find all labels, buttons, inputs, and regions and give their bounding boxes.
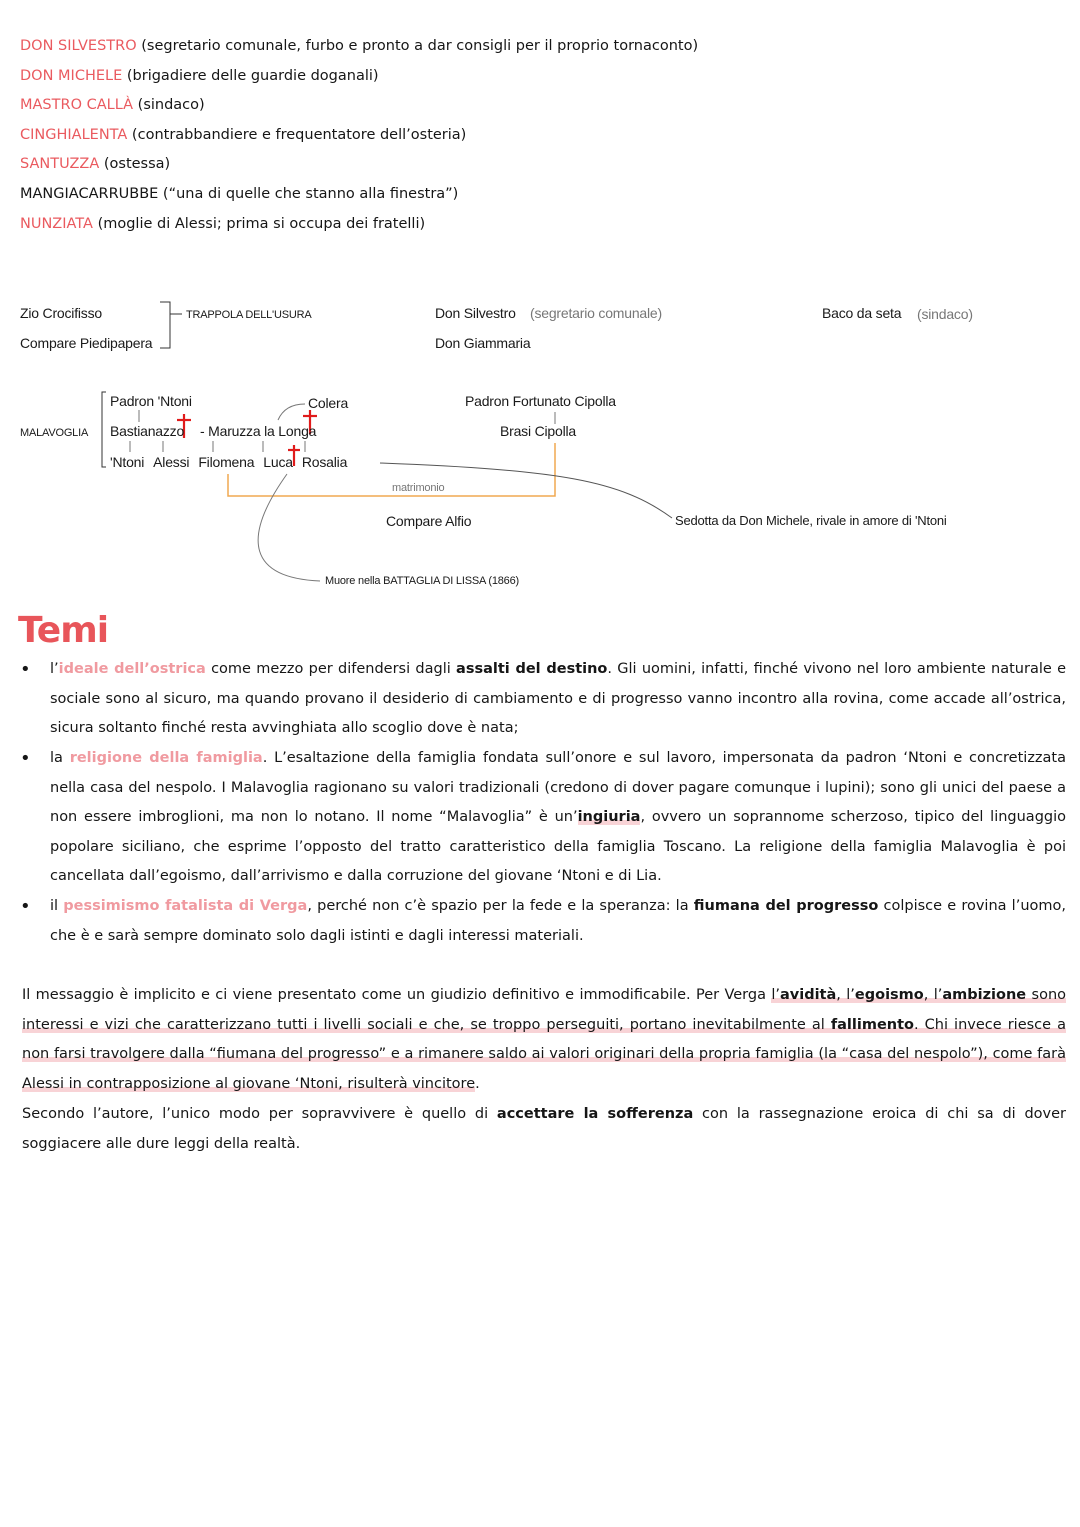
compare-piedipapera: Compare Piedipapera (20, 335, 153, 351)
bold-text: assalti del destino (456, 661, 608, 677)
text: con la rassegnazione eroica di chi sa di dover soggiacere alle dure leggi della realtà. (22, 1106, 1066, 1152)
text: . (475, 1075, 480, 1092)
colera: Colera (308, 395, 349, 411)
baco-note: (sindaco) (917, 306, 973, 322)
section-title: Temi (18, 610, 109, 651)
bold-text: egoismo (854, 987, 924, 1003)
character-desc: (contrabbandiere e frequentatore dell’osteria) (127, 127, 467, 143)
text: l’ (50, 661, 59, 677)
highlight-text: pessimismo fatalista di Verga (63, 898, 308, 914)
text: , perché non c’è spazio per la fede e la speranza: la (307, 898, 694, 914)
text: come mezzo per difendersi dagli (205, 661, 457, 677)
sedotta-note: Sedotta da Don Michele, rivale in amore di 'Ntoni (675, 513, 947, 528)
conclusion-paragraph (22, 1100, 1066, 1159)
don-silvestro: Don Silvestro (435, 305, 516, 321)
compare-alfio: Compare Alfio (386, 513, 472, 529)
character-name: CINGHIALENTA (20, 127, 128, 143)
silvestro-note: (segretario comunale) (530, 305, 662, 321)
bullet-icon: • (20, 748, 31, 769)
highlight-text: religione della famiglia (69, 750, 263, 766)
child-ntoni: 'Ntoni (110, 454, 145, 470)
message-paragraph (22, 981, 1066, 1099)
highlight-text: ideale dell’ostrica (58, 661, 206, 677)
child-luca: Luca (263, 454, 293, 470)
brasi-cipolla: Brasi Cipolla (500, 423, 576, 439)
character-desc: (sindaco) (133, 97, 205, 113)
text: . Chi invece riesce a non farsi travolgere dalla “fiumana del progresso” e a rimanere saldo ai valori originari della propria famiglia (la “casa del nespolo”), come farà Alessi in contrapposizione al giovane ‘Ntoni, (22, 1016, 1066, 1092)
muore-note: Muore nella BATTAGLIA DI LISSA (1866) (325, 575, 519, 587)
children-row (110, 454, 347, 470)
maruzza: - Maruzza la Longa (200, 423, 317, 439)
zio-crocifisso: Zio Crocifisso (20, 305, 102, 321)
trappola-label: TRAPPOLA DELL'USURA (186, 309, 312, 321)
character-name: DON SILVESTRO (20, 38, 137, 54)
text: la (50, 750, 70, 766)
character-name: SANTUZZA (20, 156, 100, 172)
text: Il messaggio è implicito e ci viene presentato come un giudizio definitivo e immodificabile. Per Verga (22, 987, 772, 1003)
bullet-item (20, 655, 1066, 744)
text: . Gli uomini, infatti, finché vivono nel loro ambiente naturale e sociale sono al sicuro, ma quando provano il desiderio di cambiamento e di progresso vanno incontro alla rovina, come accade all’ostrica, sicura soltanto finché resta avvinghiata allo scoglio dove è nata; (50, 661, 1066, 737)
character-desc: (moglie di Alessi; prima si occupa dei fratelli) (92, 216, 426, 232)
text: , l’ (836, 987, 855, 1003)
text: , ovvero un soprannome scherzoso, tipico del linguaggio popolare siciliano, che esprime l’opposto del tratto caratteristico della famiglia Toscano. La religione della famiglia Malavoglia è poi cancellata dall’egoismo, dall’arrivismo e dalla corruzione del giovane ‘Ntoni e di Lia. (50, 809, 1066, 885)
character-desc: (“una di quelle che stanno alla finestra”) (158, 186, 459, 202)
bullet-item (20, 744, 1066, 892)
underlined-text: risulterà vincitore (347, 1075, 476, 1092)
character-name: NUNZIATA (20, 216, 93, 232)
padron-ntoni: Padron 'Ntoni (110, 393, 192, 409)
bold-text: fallimento (830, 1016, 915, 1033)
character-desc: (segretario comunale, furbo e pronto a dar consigli per il proprio tornaconto) (136, 38, 699, 54)
padron-fortunato: Padron Fortunato Cipolla (465, 393, 616, 409)
child-filomena: Filomena (198, 454, 255, 470)
child-rosalia: Rosalia (301, 454, 348, 470)
character-name: MANGIACARRUBBE (20, 186, 159, 202)
text: il (50, 898, 64, 914)
bold-text: fiumana del progresso (693, 898, 879, 914)
malavoglia-label: MALAVOGLIA (20, 427, 89, 439)
bullet-icon: • (20, 896, 31, 917)
diagram-lines (0, 0, 1080, 600)
character-desc: (brigadiere delle guardie doganali) (122, 68, 379, 84)
character-name: DON MICHELE (20, 68, 123, 84)
bullet-icon: • (20, 659, 31, 680)
text: colpisce e rovina l’uomo, che è e sarà sempre dominato solo dagli istinti e dagli interessi materiali. (50, 898, 1066, 944)
character-desc: (ostessa) (99, 156, 171, 172)
text: , l’ (923, 987, 943, 1003)
bold-text: ambizione (942, 987, 1027, 1003)
child-alessi: Alessi (153, 454, 190, 470)
text: . L’esaltazione della famiglia fondata sull’onore e sul lavoro, impersonata da padron ‘Ntoni e concretizzata nella casa del nespolo. I Malavoglia ragionano su valori tradizionali (credono di dover pagare comunque i lupini); sono gli unici del paese a non essere imbroglioni, ma non lo notano. Il nome “Malavoglia” è un’ (50, 750, 1066, 826)
bastianazzo: Bastianazzo (110, 423, 185, 439)
bold-text: accettare la sofferenza (496, 1106, 694, 1122)
don-giammaria: Don Giammaria (435, 335, 531, 351)
bold-text: avidità (779, 987, 837, 1003)
bold-text: ingiuria (577, 809, 641, 826)
text: sono interessi e vizi che caratterizzano tutti i livelli sociali e che, se troppo perseguiti, portano inevitabilmente al (22, 987, 1067, 1033)
baco-da-seta: Baco da seta (822, 305, 902, 321)
character-name: MASTRO CALLÀ (20, 97, 134, 113)
text: l’ (771, 987, 780, 1003)
bullet-item (20, 892, 1066, 951)
text: Secondo l’autore, l’unico modo per sopravvivere è quello di (22, 1106, 497, 1122)
matrimonio-label: matrimonio (392, 482, 445, 494)
